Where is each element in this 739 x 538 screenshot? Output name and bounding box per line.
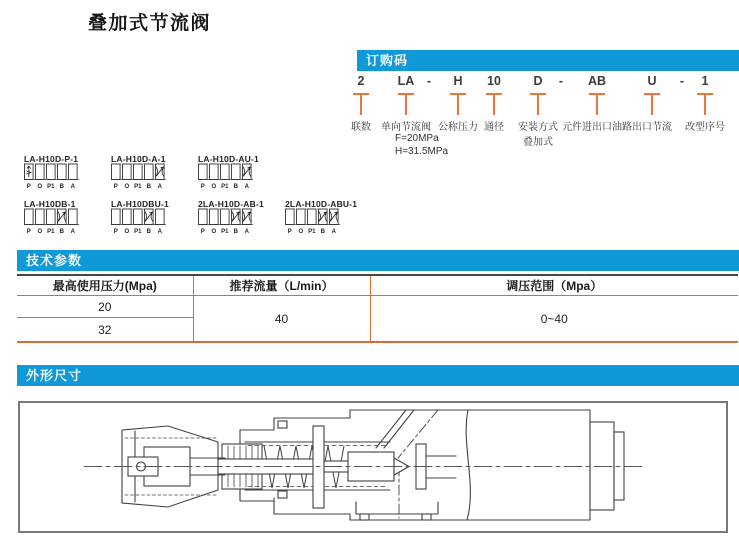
order-code-sub-note: F=20MPa bbox=[395, 133, 439, 144]
svg-text:P: P bbox=[200, 184, 205, 190]
svg-text:O: O bbox=[37, 229, 43, 235]
svg-text:A: A bbox=[157, 184, 162, 190]
order-code-meaning: 出口节流 bbox=[632, 122, 672, 133]
svg-text:P1: P1 bbox=[47, 184, 55, 190]
outline-dims-header: 外形尺寸 bbox=[17, 365, 739, 386]
order-code-segment: H bbox=[453, 74, 463, 88]
svg-text:P1: P1 bbox=[134, 229, 142, 235]
svg-text:A: A bbox=[157, 229, 162, 235]
valve-symbol-graphic bbox=[23, 163, 81, 191]
order-code-tick bbox=[353, 93, 369, 115]
col-header-range: 调压范围（Mpa） bbox=[370, 275, 738, 296]
order-code-tick bbox=[450, 93, 466, 115]
svg-text:A: A bbox=[244, 184, 249, 190]
order-code-meaning: 元件进出口油路 bbox=[562, 122, 632, 133]
svg-text:B: B bbox=[233, 229, 238, 235]
tech-params-table bbox=[17, 274, 738, 343]
svg-text:P1: P1 bbox=[221, 229, 229, 235]
valve-symbol-title: LA-H10DB-1 bbox=[24, 199, 76, 209]
pressure-range-value: 0~40 bbox=[540, 311, 568, 326]
order-code-dash: - bbox=[679, 74, 685, 88]
svg-text:P: P bbox=[200, 229, 205, 235]
valve-symbol-title: LA-H10D-A-1 bbox=[111, 154, 166, 164]
valve-symbol-graphic bbox=[197, 163, 255, 191]
svg-text:O: O bbox=[211, 184, 217, 190]
valve-symbol-title: 2LA-H10D-AB-1 bbox=[198, 199, 264, 209]
valve-symbol-graphic bbox=[284, 208, 342, 236]
max-pressure-32: 32 bbox=[17, 318, 193, 343]
svg-text:P: P bbox=[26, 184, 31, 190]
valve-symbol-graphic bbox=[110, 163, 168, 191]
order-code-tick bbox=[398, 93, 414, 115]
svg-text:B: B bbox=[59, 184, 64, 190]
svg-text:O: O bbox=[298, 229, 304, 235]
svg-text:O: O bbox=[37, 184, 43, 190]
tech-params-header: 技术参数 bbox=[17, 250, 739, 271]
svg-text:A: A bbox=[244, 229, 249, 235]
valve-cross-section-drawing bbox=[20, 403, 726, 531]
svg-text:B: B bbox=[320, 229, 325, 235]
order-code-tick bbox=[589, 93, 605, 115]
order-code-segment: 1 bbox=[701, 74, 709, 88]
svg-text:B: B bbox=[146, 184, 151, 190]
order-code-tick bbox=[697, 93, 713, 115]
order-code-sub-note: 叠加式 bbox=[523, 137, 553, 148]
order-code-meaning: 联数 bbox=[351, 122, 371, 133]
svg-text:P1: P1 bbox=[134, 184, 142, 190]
order-code-segment: AB bbox=[587, 74, 607, 88]
order-code-segment: D bbox=[533, 74, 543, 88]
max-pressure-20: 20 bbox=[17, 296, 193, 318]
col-header-max-pressure: 最高使用压力(Mpa) bbox=[17, 275, 193, 296]
svg-text:O: O bbox=[211, 229, 217, 235]
order-code-dash: - bbox=[426, 74, 432, 88]
order-code-dash: - bbox=[558, 74, 564, 88]
svg-text:P1: P1 bbox=[308, 229, 316, 235]
table-header-row bbox=[17, 275, 738, 296]
order-code-tick bbox=[530, 93, 546, 115]
col-header-flow: 推荐流量（L/min） bbox=[193, 275, 370, 296]
svg-text:P1: P1 bbox=[221, 184, 229, 190]
svg-text:O: O bbox=[124, 184, 130, 190]
outline-drawing-box bbox=[18, 401, 728, 533]
svg-text:P1: P1 bbox=[47, 229, 55, 235]
svg-text:P: P bbox=[113, 229, 118, 235]
order-code-meaning: 通径 bbox=[484, 122, 504, 133]
order-code-meaning: 公称压力 bbox=[438, 122, 478, 133]
order-code-tick bbox=[644, 93, 660, 115]
svg-text:B: B bbox=[233, 184, 238, 190]
valve-symbol-graphic bbox=[197, 208, 255, 236]
svg-text:O: O bbox=[124, 229, 130, 235]
order-code-header: 订购码 bbox=[357, 50, 739, 71]
order-code-segment: U bbox=[647, 74, 657, 88]
svg-text:B: B bbox=[59, 229, 64, 235]
recommended-flow-value: 40 bbox=[193, 296, 370, 343]
svg-text:A: A bbox=[70, 184, 75, 190]
valve-symbol-graphic bbox=[110, 208, 168, 236]
page-title: 叠加式节流阀 bbox=[88, 13, 212, 34]
svg-text:P: P bbox=[287, 229, 292, 235]
order-code-segment: 2 bbox=[357, 74, 365, 88]
svg-text:A: A bbox=[331, 229, 336, 235]
order-code-meaning: 安装方式 bbox=[518, 122, 558, 133]
order-code-segment: 10 bbox=[487, 74, 501, 88]
order-code-meaning: 单向节流阀 bbox=[381, 122, 431, 133]
table-row bbox=[17, 296, 738, 318]
valve-symbol-title: LA-H10D-AU-1 bbox=[198, 154, 259, 164]
order-code-meaning: 改型序号 bbox=[685, 122, 725, 133]
svg-text:P: P bbox=[113, 184, 118, 190]
valve-symbol-title: 2LA-H10D-ABU-1 bbox=[285, 199, 358, 209]
valve-symbol-title: LA-H10DBU-1 bbox=[111, 199, 169, 209]
svg-text:P: P bbox=[26, 229, 31, 235]
order-code-sub-note: H=31.5MPa bbox=[395, 145, 449, 157]
order-code-tick bbox=[486, 93, 502, 115]
valve-symbol-title: LA-H10D-P-1 bbox=[24, 154, 79, 164]
svg-text:B: B bbox=[146, 229, 151, 235]
valve-symbol-graphic bbox=[23, 208, 81, 236]
order-code-segment: LA bbox=[397, 74, 415, 88]
svg-text:A: A bbox=[70, 229, 75, 235]
